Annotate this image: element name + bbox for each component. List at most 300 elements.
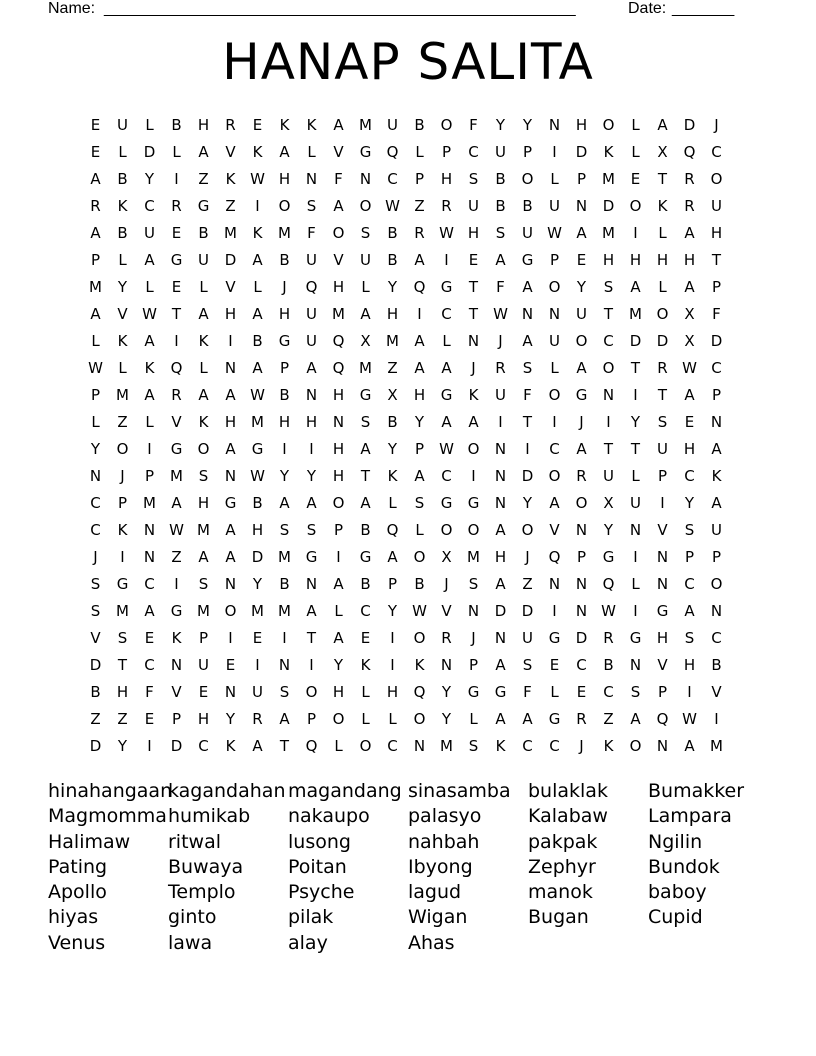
grid-letter: A: [225, 548, 236, 566]
grid-letter: A: [684, 602, 695, 620]
grid-letter: X: [387, 386, 398, 404]
word-bank-row: [48, 830, 788, 855]
grid-letter: R: [495, 359, 506, 377]
grid-letter: H: [332, 467, 345, 485]
grid-letter: C: [468, 143, 479, 161]
word-bank-item: baboy: [648, 881, 707, 904]
grid-letter: I: [498, 413, 503, 431]
grid-letter: B: [252, 494, 263, 512]
grid-letter: J: [471, 629, 476, 647]
grid-row: [82, 490, 742, 517]
grid-row: [82, 706, 742, 733]
grid-letter: A: [279, 143, 290, 161]
grid-letter: H: [629, 251, 642, 269]
grid-letter: A: [495, 656, 506, 674]
grid-letter: T: [630, 359, 641, 377]
grid-letter: L: [91, 332, 100, 350]
grid-letter: N: [548, 575, 561, 593]
grid-letter: A: [90, 305, 101, 323]
grid-letter: H: [467, 224, 480, 242]
grid-letter: N: [170, 656, 183, 674]
grid-letter: Z: [522, 575, 533, 593]
grid-letter: B: [522, 197, 533, 215]
grid-row: [82, 193, 742, 220]
grid-letter: A: [630, 710, 641, 728]
grid-letter: D: [170, 737, 183, 755]
word-bank-item: hinahangaan: [48, 780, 173, 802]
grid-letter: K: [252, 224, 263, 242]
grid-letter: Q: [602, 575, 615, 593]
grid-row: [82, 436, 742, 463]
grid-letter: R: [657, 359, 668, 377]
grid-letter: Q: [683, 143, 696, 161]
grid-letter: O: [224, 602, 237, 620]
grid-letter: Y: [225, 710, 236, 728]
grid-letter: A: [252, 251, 263, 269]
grid-letter: A: [306, 494, 317, 512]
grid-letter: F: [523, 386, 532, 404]
grid-letter: D: [251, 548, 264, 566]
grid-letter: H: [332, 278, 345, 296]
grid-letter: F: [469, 116, 478, 134]
grid-row: [82, 652, 742, 679]
grid-letter: W: [250, 386, 265, 404]
grid-row: [82, 598, 742, 625]
grid-letter: U: [495, 143, 506, 161]
grid-letter: L: [199, 359, 208, 377]
grid-letter: J: [471, 359, 476, 377]
grid-letter: G: [440, 494, 453, 512]
grid-letter: R: [252, 710, 263, 728]
grid-letter: L: [361, 710, 370, 728]
grid-letter: G: [494, 683, 507, 701]
grid-letter: I: [471, 467, 476, 485]
grid-letter: S: [630, 683, 641, 701]
grid-letter: O: [629, 197, 642, 215]
grid-letter: F: [145, 683, 154, 701]
grid-letter: E: [90, 143, 101, 161]
grid-letter: M: [89, 278, 102, 296]
grid-letter: U: [711, 521, 722, 539]
grid-letter: D: [710, 332, 723, 350]
grid-letter: Y: [90, 440, 101, 458]
grid-letter: L: [334, 602, 343, 620]
grid-letter: I: [714, 710, 719, 728]
grid-letter: U: [630, 494, 641, 512]
word-bank-row: [48, 931, 788, 956]
word-bank-item: manok: [528, 881, 593, 904]
grid-letter: C: [360, 602, 371, 620]
grid-letter: L: [388, 710, 397, 728]
word-bank-item: magandang: [288, 780, 402, 802]
grid-letter: W: [682, 710, 697, 728]
grid-letter: M: [602, 170, 615, 188]
grid-letter: L: [442, 332, 451, 350]
grid-letter: D: [89, 656, 102, 674]
grid-letter: A: [684, 737, 695, 755]
grid-letter: A: [225, 386, 236, 404]
grid-letter: N: [629, 521, 642, 539]
grid-letter: J: [444, 575, 449, 593]
grid-letter: J: [579, 737, 584, 755]
grid-letter: T: [171, 305, 182, 323]
grid-letter: N: [494, 494, 507, 512]
grid-letter: A: [522, 710, 533, 728]
word-bank-row: [48, 880, 788, 905]
grid-letter: W: [88, 359, 103, 377]
grid-letter: G: [548, 629, 561, 647]
grid-letter: H: [197, 710, 210, 728]
grid-letter: B: [90, 683, 101, 701]
grid-letter: N: [548, 305, 561, 323]
grid-letter: I: [174, 170, 179, 188]
grid-letter: K: [117, 197, 128, 215]
word-bank-item: Apollo: [48, 881, 107, 904]
grid-letter: H: [602, 251, 615, 269]
grid-letter: P: [576, 548, 587, 566]
grid-letter: A: [144, 332, 155, 350]
grid-letter: U: [549, 197, 560, 215]
grid-letter: Z: [117, 413, 128, 431]
grid-letter: A: [387, 548, 398, 566]
grid-letter: J: [525, 548, 530, 566]
grid-letter: A: [198, 305, 209, 323]
grid-letter: N: [89, 467, 102, 485]
word-bank-row: [48, 804, 788, 829]
date-field[interactable]: _______: [672, 0, 735, 17]
grid-letter: C: [441, 305, 452, 323]
grid-letter: A: [333, 575, 344, 593]
grid-letter: Z: [171, 548, 182, 566]
grid-letter: A: [252, 359, 263, 377]
grid-letter: G: [170, 440, 183, 458]
grid-letter: A: [360, 305, 371, 323]
grid-letter: U: [117, 116, 128, 134]
grid-letter: N: [224, 467, 237, 485]
grid-letter: X: [684, 305, 695, 323]
grid-letter: O: [548, 278, 561, 296]
grid-letter: V: [657, 521, 668, 539]
grid-letter: O: [629, 737, 642, 755]
grid-letter: I: [390, 629, 395, 647]
grid-letter: K: [117, 332, 128, 350]
word-bank-item: palasyo: [408, 805, 482, 828]
grid-letter: Q: [170, 359, 183, 377]
grid-letter: S: [522, 656, 533, 674]
grid-letter: M: [197, 602, 210, 620]
grid-letter: R: [171, 197, 182, 215]
word-bank-item: Kalabaw: [528, 805, 608, 828]
grid-letter: N: [575, 575, 588, 593]
grid-letter: P: [279, 359, 290, 377]
grid-letter: D: [224, 251, 237, 269]
grid-letter: Q: [413, 278, 426, 296]
grid-letter: A: [576, 359, 587, 377]
grid-letter: A: [468, 413, 479, 431]
grid-letter: U: [252, 683, 263, 701]
grid-letter: U: [306, 305, 317, 323]
grid-letter: P: [198, 629, 209, 647]
grid-letter: U: [144, 224, 155, 242]
grid-letter: V: [225, 143, 236, 161]
grid-row: [82, 274, 742, 301]
grid-letter: P: [441, 143, 452, 161]
grid-letter: T: [522, 413, 533, 431]
grid-letter: I: [525, 440, 530, 458]
word-bank-item: ginto: [168, 906, 217, 929]
grid-letter: C: [684, 575, 695, 593]
grid-letter: V: [441, 602, 452, 620]
grid-letter: S: [279, 521, 290, 539]
grid-letter: K: [603, 737, 614, 755]
grid-letter: G: [656, 602, 669, 620]
grid-letter: K: [225, 737, 236, 755]
grid-letter: S: [684, 629, 695, 647]
grid-letter: Y: [387, 602, 398, 620]
grid-letter: F: [523, 683, 532, 701]
grid-letter: E: [468, 251, 479, 269]
grid-letter: N: [656, 575, 669, 593]
grid-letter: M: [116, 386, 129, 404]
grid-letter: N: [575, 197, 588, 215]
grid-letter: P: [711, 386, 722, 404]
grid-letter: M: [602, 224, 615, 242]
grid-letter: I: [336, 548, 341, 566]
grid-letter: U: [522, 224, 533, 242]
word-bank-item: Bumakker: [648, 780, 745, 802]
grid-letter: Q: [656, 710, 669, 728]
grid-letter: B: [387, 251, 398, 269]
grid-letter: O: [521, 521, 534, 539]
grid-letter: L: [631, 116, 640, 134]
grid-letter: K: [279, 116, 290, 134]
grid-letter: V: [711, 683, 722, 701]
grid-letter: L: [550, 170, 559, 188]
grid-letter: O: [278, 197, 291, 215]
grid-letter: S: [279, 683, 290, 701]
grid-letter: L: [172, 143, 181, 161]
date-label: Date:: [628, 0, 667, 17]
word-bank-item: Psyche: [288, 881, 355, 904]
grid-letter: A: [279, 710, 290, 728]
grid-letter: Z: [117, 710, 128, 728]
grid-letter: L: [469, 710, 478, 728]
grid-letter: Y: [252, 575, 263, 593]
grid-letter: H: [683, 251, 696, 269]
grid-letter: A: [144, 251, 155, 269]
grid-letter: I: [174, 332, 179, 350]
grid-letter: M: [278, 224, 291, 242]
grid-letter: W: [601, 602, 616, 620]
grid-letter: U: [576, 305, 587, 323]
grid-letter: N: [494, 629, 507, 647]
grid-letter: G: [548, 710, 561, 728]
word-bank-item: hiyas: [48, 906, 99, 929]
grid-letter: O: [575, 494, 588, 512]
grid-letter: C: [90, 521, 101, 539]
grid-row: [82, 463, 742, 490]
grid-letter: B: [117, 170, 128, 188]
grid-letter: A: [414, 332, 425, 350]
grid-letter: A: [90, 224, 101, 242]
grid-letter: N: [440, 656, 453, 674]
grid-letter: V: [171, 683, 182, 701]
grid-letter: L: [388, 494, 397, 512]
grid-letter: S: [360, 224, 371, 242]
grid-letter: H: [332, 683, 345, 701]
grid-row: [82, 409, 742, 436]
grid-row: [82, 328, 742, 355]
grid-letter: N: [548, 116, 561, 134]
grid-letter: C: [144, 656, 155, 674]
grid-letter: Y: [522, 116, 533, 134]
word-bank-row: [48, 905, 788, 930]
grid-letter: U: [387, 116, 398, 134]
grid-letter: P: [522, 143, 533, 161]
grid-letter: M: [278, 602, 291, 620]
grid-letter: U: [657, 440, 668, 458]
grid-letter: S: [90, 602, 101, 620]
grid-letter: N: [143, 521, 156, 539]
grid-letter: W: [142, 305, 157, 323]
grid-letter: P: [549, 251, 560, 269]
grid-letter: L: [361, 683, 370, 701]
grid-letter: L: [253, 278, 262, 296]
grid-letter: Y: [144, 170, 155, 188]
grid-letter: O: [332, 494, 345, 512]
grid-letter: T: [711, 251, 722, 269]
word-bank: [48, 779, 788, 956]
word-bank-item: Bundok: [648, 855, 720, 878]
grid-letter: K: [144, 359, 155, 377]
grid-letter: E: [360, 629, 371, 647]
grid-letter: V: [90, 629, 101, 647]
grid-row: [82, 571, 742, 598]
grid-letter: U: [603, 467, 614, 485]
grid-letter: A: [549, 494, 560, 512]
grid-letter: O: [413, 710, 426, 728]
grid-letter: C: [711, 359, 722, 377]
word-bank-item: Magmomma: [48, 805, 167, 828]
worksheet-header: [48, 0, 748, 20]
grid-letter: C: [144, 575, 155, 593]
grid-row: [82, 517, 742, 544]
grid-letter: Y: [441, 683, 452, 701]
grid-letter: E: [144, 710, 155, 728]
grid-row: [82, 139, 742, 166]
grid-letter: J: [93, 548, 98, 566]
grid-letter: I: [444, 251, 449, 269]
grid-letter: O: [602, 116, 615, 134]
grid-letter: A: [495, 575, 506, 593]
grid-letter: O: [710, 575, 723, 593]
grid-letter: P: [90, 386, 101, 404]
grid-letter: R: [684, 170, 695, 188]
grid-letter: D: [656, 332, 669, 350]
grid-letter: A: [495, 521, 506, 539]
grid-letter: S: [522, 359, 533, 377]
grid-row: [82, 247, 742, 274]
grid-letter: M: [386, 332, 399, 350]
grid-letter: E: [576, 683, 587, 701]
grid-letter: A: [684, 278, 695, 296]
grid-letter: K: [306, 116, 317, 134]
grid-letter: F: [307, 224, 316, 242]
grid-letter: B: [117, 224, 128, 242]
grid-letter: I: [633, 386, 638, 404]
grid-letter: L: [415, 521, 424, 539]
grid-letter: I: [633, 224, 638, 242]
word-bank-item: Lampara: [648, 805, 732, 828]
grid-letter: M: [251, 413, 264, 431]
grid-letter: R: [441, 629, 452, 647]
grid-letter: H: [656, 629, 669, 647]
grid-letter: C: [387, 170, 398, 188]
word-bank-item: lusong: [288, 830, 351, 853]
grid-letter: A: [90, 170, 101, 188]
grid-letter: O: [467, 521, 480, 539]
word-bank-item: alay: [288, 931, 328, 954]
grid-letter: M: [332, 305, 345, 323]
grid-letter: S: [468, 575, 479, 593]
word-bank-item: nakaupo: [288, 805, 370, 828]
grid-letter: B: [360, 521, 371, 539]
grid-letter: O: [575, 332, 588, 350]
grid-letter: Z: [198, 170, 209, 188]
grid-letter: R: [576, 710, 587, 728]
grid-letter: V: [549, 521, 560, 539]
word-bank-item: pakpak: [528, 830, 598, 853]
grid-letter: F: [496, 278, 505, 296]
grid-letter: O: [440, 521, 453, 539]
grid-letter: W: [250, 467, 265, 485]
grid-letter: I: [120, 548, 125, 566]
grid-letter: N: [224, 683, 237, 701]
grid-letter: A: [306, 602, 317, 620]
grid-letter: C: [522, 737, 533, 755]
grid-letter: U: [495, 386, 506, 404]
grid-letter: Q: [548, 548, 561, 566]
grid-letter: B: [495, 170, 506, 188]
grid-letter: H: [251, 521, 264, 539]
word-bank-item: ritwal: [168, 830, 222, 853]
grid-letter: Z: [387, 359, 398, 377]
grid-letter: L: [145, 116, 154, 134]
grid-letter: R: [225, 116, 236, 134]
grid-letter: T: [603, 305, 614, 323]
grid-letter: A: [522, 332, 533, 350]
grid-letter: P: [117, 494, 128, 512]
grid-letter: P: [657, 683, 668, 701]
grid-letter: L: [118, 359, 127, 377]
grid-letter: R: [414, 224, 425, 242]
grid-row: [82, 166, 742, 193]
grid-letter: U: [522, 629, 533, 647]
grid-letter: B: [414, 575, 425, 593]
grid-letter: P: [90, 251, 101, 269]
grid-letter: I: [282, 629, 287, 647]
grid-letter: T: [117, 656, 128, 674]
grid-letter: V: [117, 305, 128, 323]
grid-letter: H: [224, 413, 237, 431]
grid-letter: G: [440, 386, 453, 404]
grid-letter: Y: [630, 413, 641, 431]
grid-letter: K: [414, 656, 425, 674]
name-field[interactable]: _____________________________________________________: [104, 0, 576, 17]
grid-letter: K: [252, 143, 263, 161]
grid-letter: H: [197, 116, 210, 134]
grid-letter: P: [414, 170, 425, 188]
